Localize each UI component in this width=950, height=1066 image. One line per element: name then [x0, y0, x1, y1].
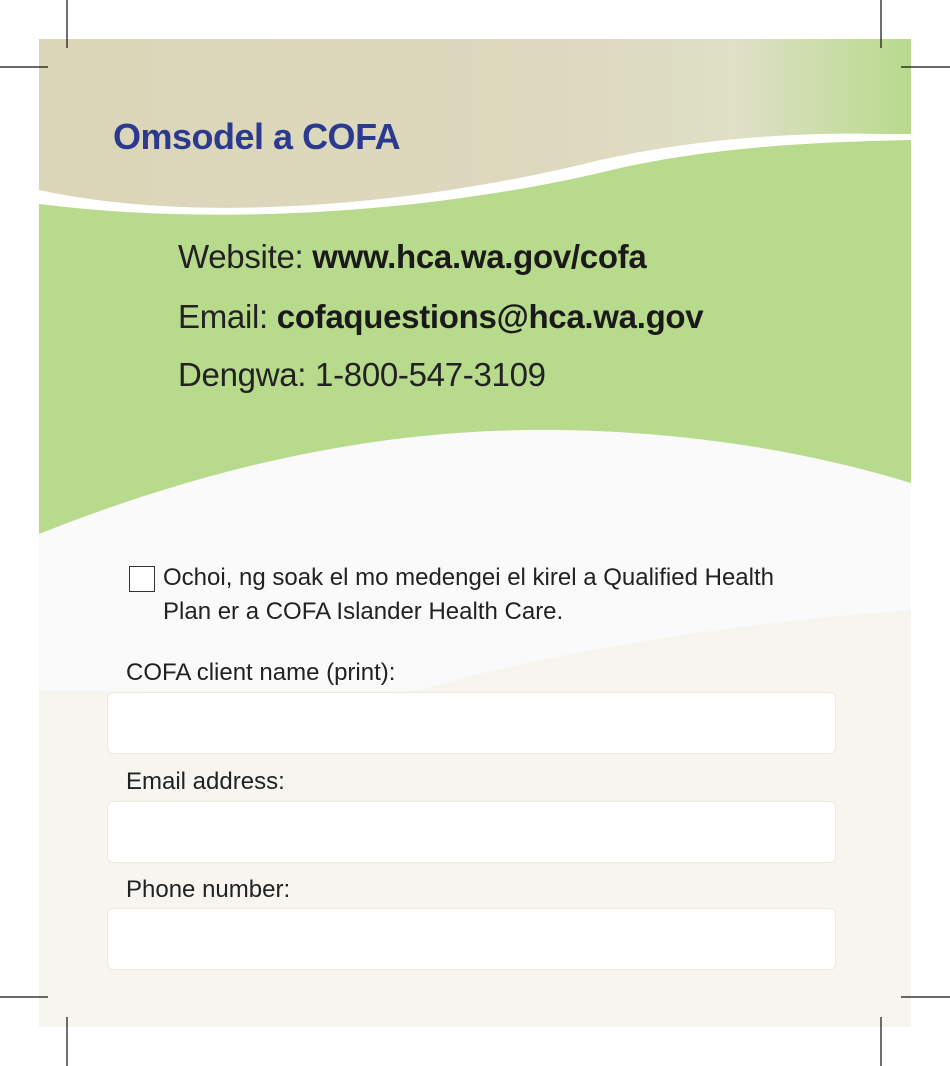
phone-value: 1-800-547-3109: [315, 356, 546, 393]
email-line: [178, 298, 703, 336]
phone-number-input[interactable]: [107, 908, 836, 970]
email-link[interactable]: cofaquestions@hca.wa.gov: [276, 298, 704, 335]
email-label: Email:: [178, 298, 268, 335]
website-line: [178, 238, 646, 276]
phone-label: Dengwa:: [178, 356, 307, 393]
consent-text: Ochoi, ng soak el mo medengei el kirel a Qualified Health Plan er a COFA Islander Health Care.: [163, 564, 774, 625]
website-link[interactable]: www.hca.wa.gov/cofa: [312, 238, 647, 275]
website-label: Website:: [178, 238, 304, 275]
email-address-label: Email address:: [126, 768, 285, 795]
email-address-input[interactable]: [107, 801, 836, 863]
phone-number-label: Phone number:: [126, 876, 291, 903]
client-name-label: COFA client name (print):: [126, 659, 396, 686]
consent-row: [129, 561, 803, 629]
consent-checkbox[interactable]: [129, 566, 155, 592]
page-title: Omsodel a COFA: [113, 116, 401, 157]
client-name-input[interactable]: [107, 692, 836, 754]
phone-line: [178, 356, 546, 394]
